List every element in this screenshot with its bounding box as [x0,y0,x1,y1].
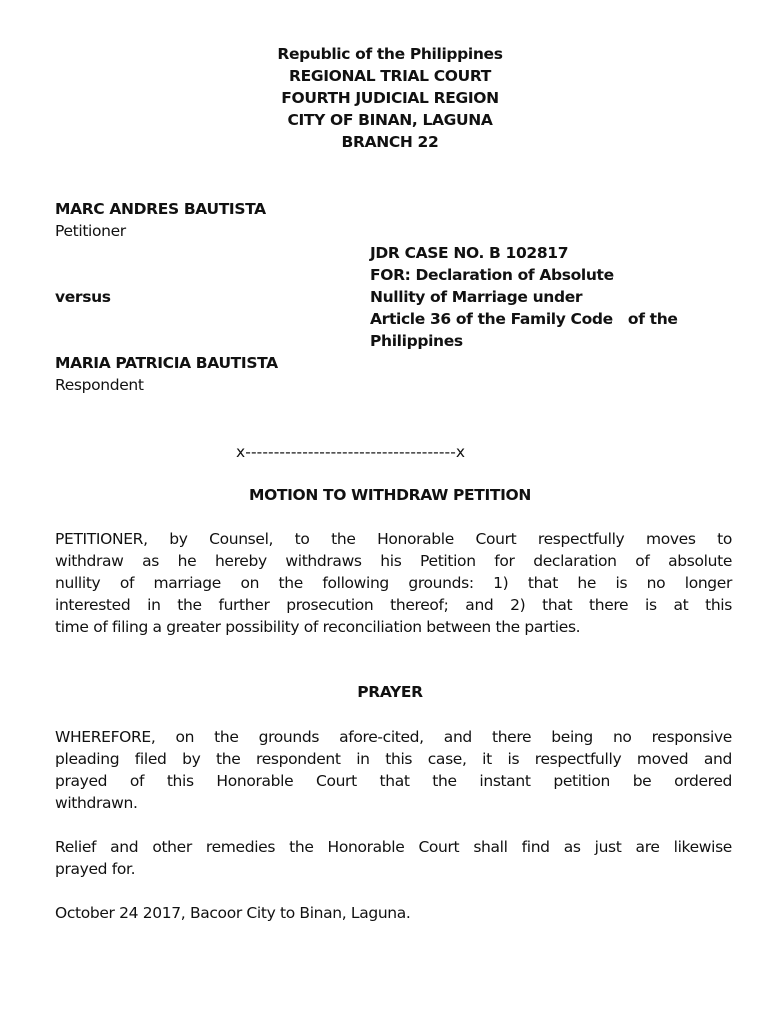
paragraph-line: time of filing a greater possibility of reconciliation between the parties. [55,618,581,636]
case-nature-line: Philippines [370,332,463,350]
date-place-line: October 24 2017, Bacoor City to Binan, Laguna. [55,904,411,922]
separator-line: x-------------------------------------x [236,443,466,461]
petitioner-label: Petitioner [55,222,126,240]
relief-paragraph [55,836,732,880]
header-line: Republic of the Philippines [277,45,503,63]
paragraph-line: withdraw as he hereby withdraws his Petition for declaration of absolute [55,552,732,570]
case-nature-line: Nullity of Marriage under [370,288,583,306]
prayer-heading: PRAYER [357,683,423,701]
prayer-paragraph [55,726,732,814]
paragraph-line: withdrawn. [55,794,138,812]
case-number: JDR CASE NO. B 102817 [370,244,569,262]
paragraph-line: prayed for. [55,860,136,878]
versus-label: versus [55,288,111,306]
motion-paragraph [55,528,732,638]
respondent-label: Respondent [55,376,144,394]
paragraph-line: pleading filed by the respondent in this case, it is respectfully moved and [55,750,732,768]
paragraph-line: Relief and other remedies the Honorable Court shall find as just are likewise [55,838,732,856]
paragraph-line: interested in the further prosecution thereof; and 2) that there is at this [55,596,732,614]
header-line: CITY OF BINAN, LAGUNA [287,111,493,129]
case-nature-line: Article 36 of the Family Code of the [370,310,678,328]
header-line: BRANCH 22 [341,133,439,151]
paragraph-line: nullity of marriage on the following grounds: 1) that he is no longer [55,574,732,592]
paragraph-line: WHEREFORE, on the grounds afore-cited, and there being no responsive [55,728,732,746]
petitioner-name: MARC ANDRES BAUTISTA [55,200,266,218]
header-line: FOURTH JUDICIAL REGION [281,89,499,107]
header-line: REGIONAL TRIAL COURT [289,67,491,85]
paragraph-line: prayed of this Honorable Court that the instant petition be ordered [55,772,732,790]
paragraph-line: PETITIONER, by Counsel, to the Honorable Court respectfully moves to [55,530,732,548]
case-nature-line: FOR: Declaration of Absolute [370,266,614,284]
respondent-name: MARIA PATRICIA BAUTISTA [55,354,278,372]
document-title: MOTION TO WITHDRAW PETITION [249,486,531,504]
